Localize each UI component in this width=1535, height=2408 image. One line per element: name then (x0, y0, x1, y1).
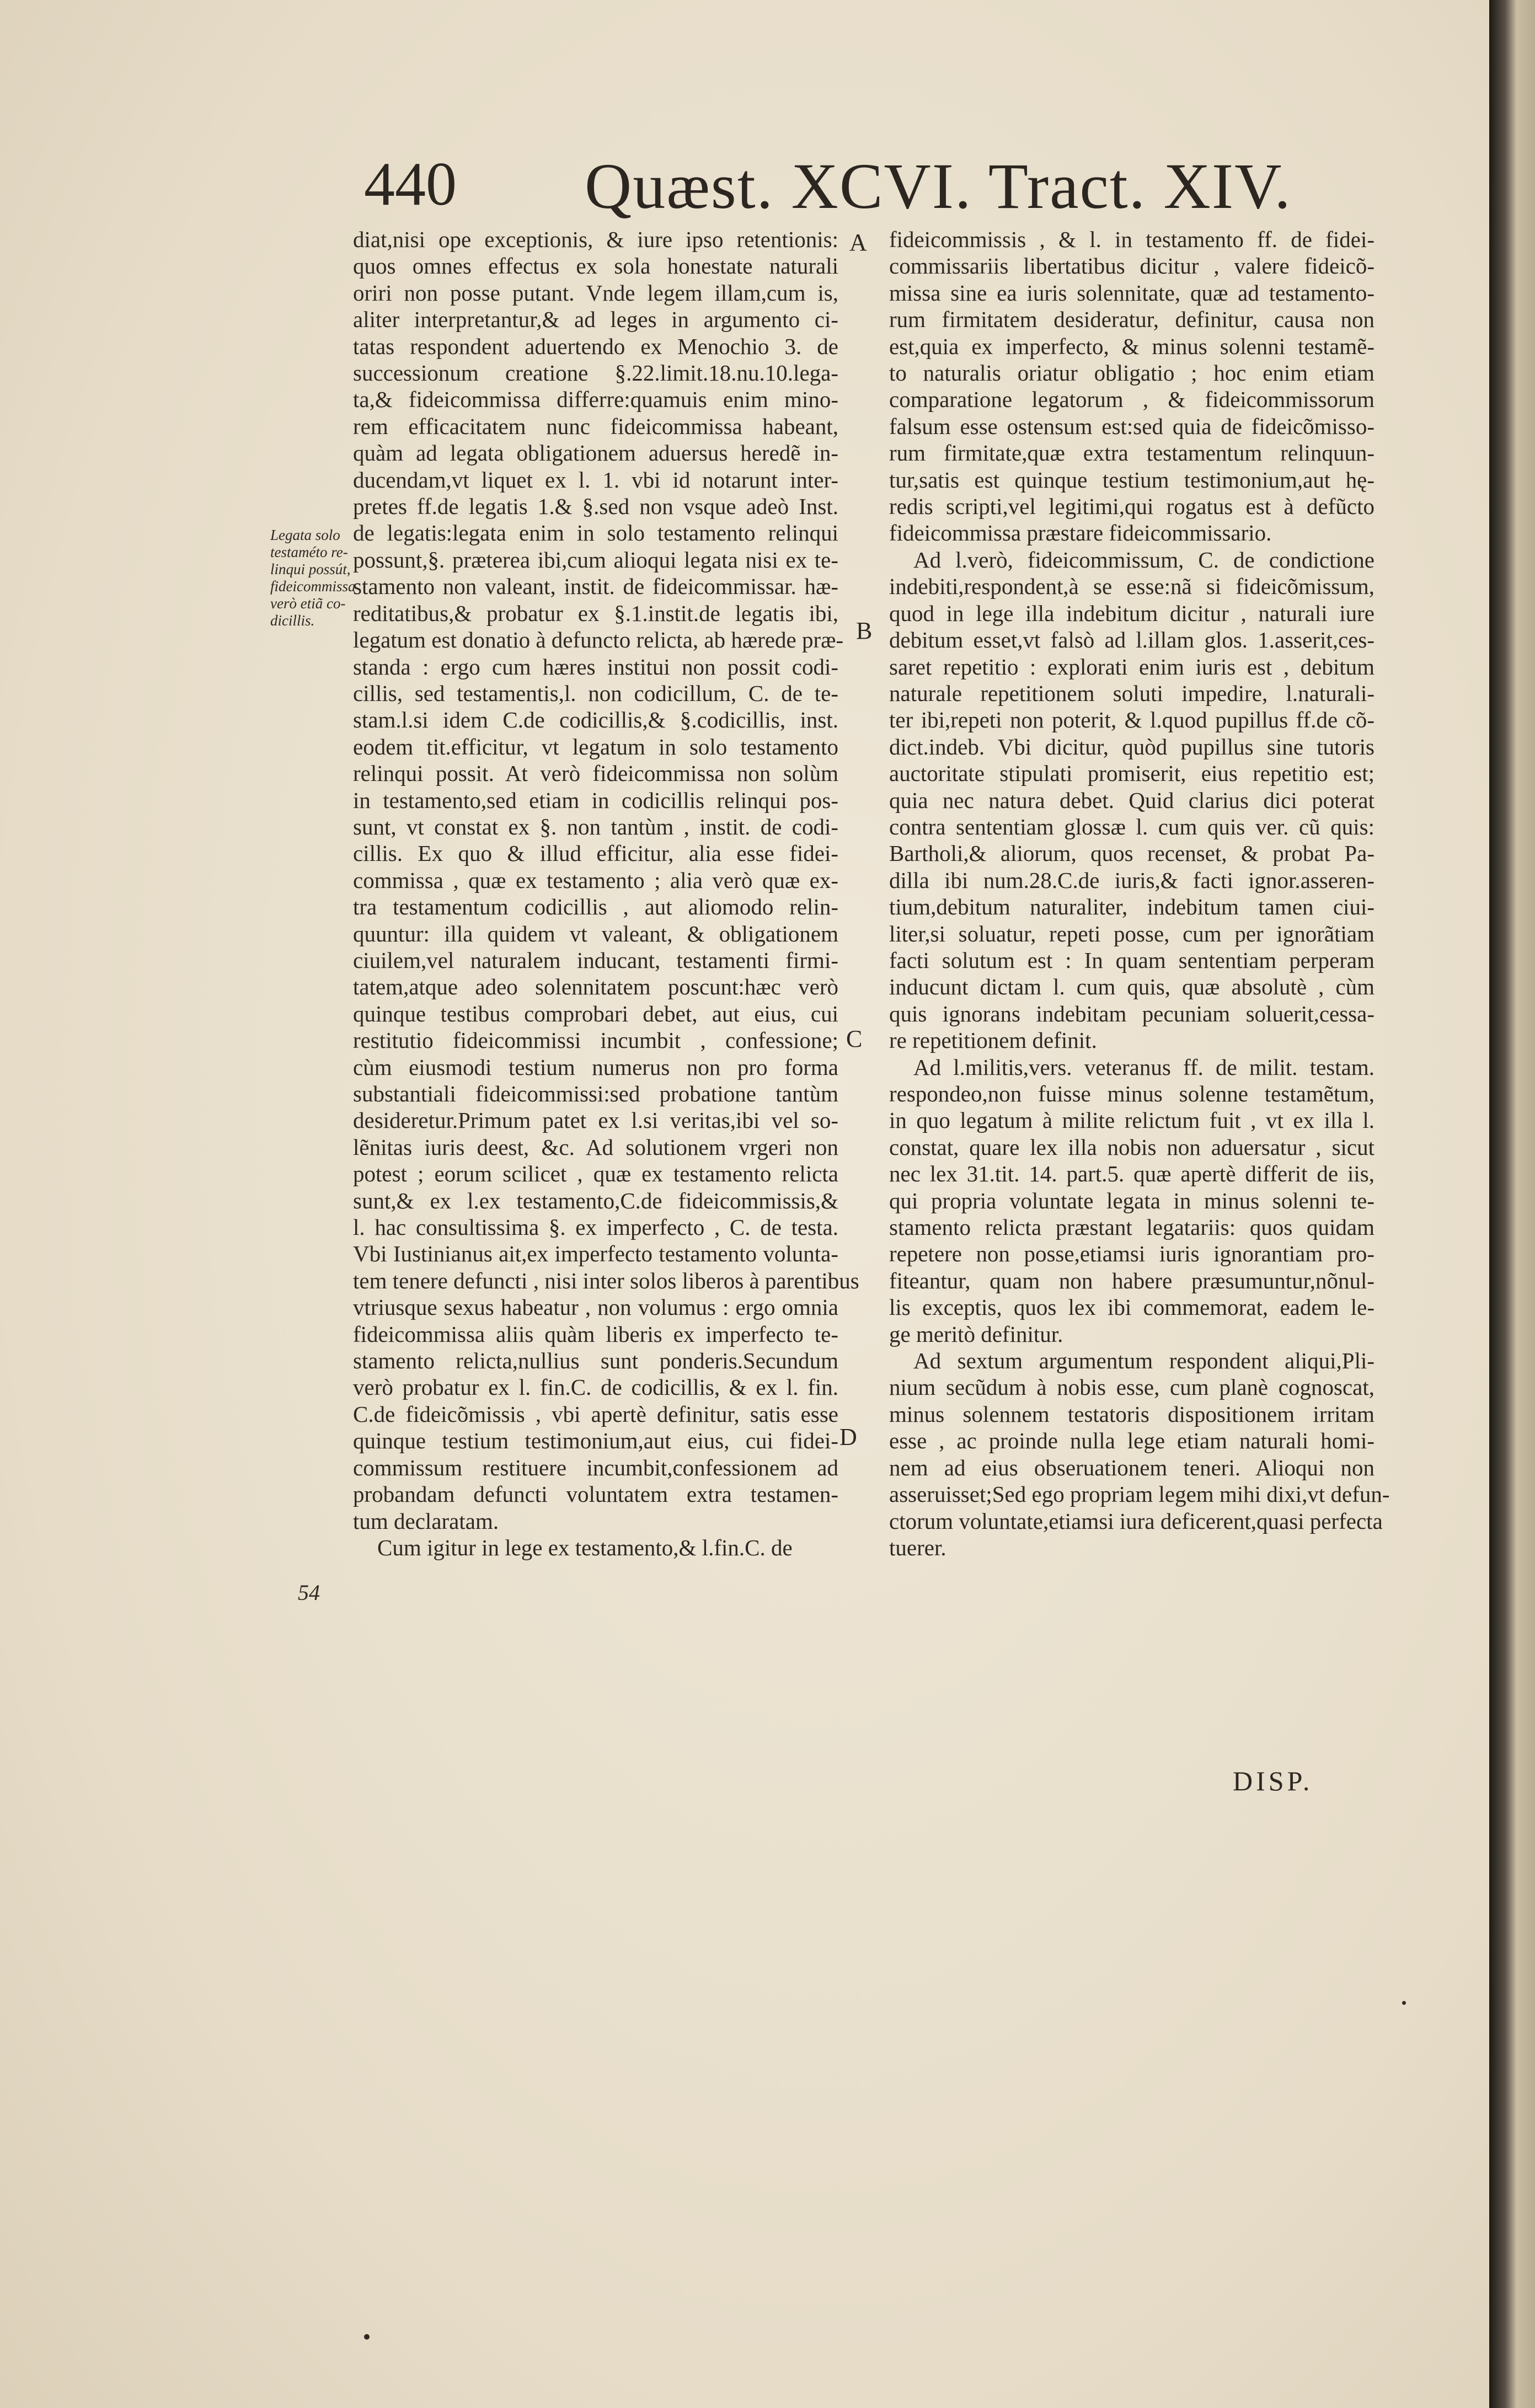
text-line: l. hac consultissima §. ex imperfecto , C. de testa. (353, 1214, 838, 1240)
text-line: quuntur: illa quidem vt valeant, & obligationem (353, 921, 838, 946)
text-line: asseruisset;Sed ego propriam legem mihi dixi,vt defun- (889, 1481, 1390, 1507)
text-line: tium,debitum naturaliter, indebitum tamen ciui- (889, 894, 1374, 920)
text-line: de legatis:legata enim in solo testamento relinqui (353, 520, 838, 546)
text-line: tem tenere defuncti , nisi inter solos liberos à parentibus (353, 1267, 859, 1293)
section-marker-a: A (849, 229, 867, 256)
text-line: ciuilem,vel naturalem inducant, testamenti firmi- (353, 947, 838, 973)
text-line: respondeo,non fuisse minus solenne testamẽtum, (889, 1081, 1374, 1106)
text-line: to naturalis oriatur obligatio ; hoc enim etiam (889, 360, 1374, 386)
text-line: cillis, sed testamentis,l. non codicillum, C. de te- (353, 680, 838, 706)
text-line: tum declaratam. (353, 1508, 499, 1534)
text-line: facti solutum est : In quam sententiam perperam (889, 947, 1374, 973)
paragraph (889, 226, 1374, 547)
text-line: fideicommissa præstare fideicommissario. (889, 520, 1272, 546)
text-line: ducendam,vt liquet ex l. 1. vbi id notarunt inter- (353, 467, 838, 493)
text-line: in quo legatum à milite relictum fuit , vt ex illa l. (889, 1107, 1374, 1133)
text-line: commissariis libertatibus dicitur , valere fideicõ- (889, 253, 1374, 279)
text-line: lis exceptis, quos lex ibi commemorat, eadem le- (889, 1294, 1374, 1320)
margin-note-line: verò etiã co- (270, 595, 346, 612)
text-line: desideretur.Primum patet ex l.si veritas,ibi vel so- (353, 1107, 838, 1133)
paragraph (353, 226, 859, 1534)
text-line: restitutio fideicommissi incumbit , confessione; (353, 1028, 838, 1053)
text-line: reditatibus,& probatur ex §.1.instit.de legatis ibi, (353, 600, 838, 626)
text-line: rem efficacitatem nunc fideicommissa habeant, (353, 413, 838, 439)
text-line: commissum restituere incumbit,confessionem ad (353, 1454, 838, 1480)
text-line: contra sententiam glossæ l. cum quis ver. cũ quis: (889, 814, 1374, 839)
text-line: qui propria voluntate legata in minus solenni te- (889, 1187, 1374, 1213)
text-line: quinque testium testimonium,aut eius, cui fidei- (353, 1428, 838, 1454)
text-line: Ad sextum argumentum respondent aliqui,Pli- (913, 1348, 1374, 1374)
text-line: aliter interpretantur,& ad leges in argumento ci- (353, 307, 838, 333)
section-marker-c: C (846, 1025, 863, 1052)
text-line: minus solennem testatoris dispositionem irritam (889, 1401, 1374, 1427)
section-marker-d: D (839, 1424, 857, 1451)
text-line: auctoritate stipulati promiserit, eius repetitio est; (889, 761, 1374, 786)
text-line: nem ad eius obseruationem teneri. Alioqui non (889, 1454, 1374, 1480)
ink-speck (1402, 2001, 1406, 2005)
text-line: quod in lege illa indebitum dicitur , naturali iure (889, 600, 1374, 626)
signature-mark: 54 (298, 1580, 320, 1605)
text-line: inducunt dictam l. cum quis, quæ absolutè , cùm (889, 974, 1374, 1000)
margin-note-line: testaméto re- (270, 544, 348, 560)
text-line: stamento non valeant, instit. de fideicommissar. hæ- (353, 574, 838, 600)
text-line: sunt, vt constat ex §. non tantùm , instit. de codi- (353, 814, 838, 839)
text-line: legatum est donatio à defuncto relicta, ab hærede præ- (353, 627, 844, 653)
text-line: Ad l.militis,vers. veteranus ff. de milit. testam. (913, 1054, 1374, 1080)
text-line: ctorum voluntate,etiamsi iura deficerent,quasi perfecta (889, 1508, 1383, 1534)
text-line: constat, quare lex illa nobis non aduersatur , sicut (889, 1134, 1374, 1160)
text-line: successionum creatione §.22.limit.18.nu.10.lega- (353, 360, 838, 386)
text-line: re repetitionem definit. (889, 1028, 1097, 1053)
text-line: eodem tit.efficitur, vt legatum in solo testamento (353, 734, 838, 759)
text-line: potest ; eorum scilicet , quæ ex testamento relicta (353, 1161, 838, 1187)
text-line: diat,nisi ope exceptionis, & iure ipso retentionis: (353, 227, 838, 252)
paragraph (889, 1054, 1374, 1347)
text-line: cillis. Ex quo & illud efficitur, alia esse fidei- (353, 841, 838, 866)
text-line: rum firmitate,quæ extra testamentum relinquun- (889, 440, 1374, 466)
text-line: redis scripti,vel legitimi,qui rogatus est à defũcto (889, 494, 1374, 520)
text-line: relinqui possit. At verò fideicommissa non solùm (353, 761, 838, 786)
text-line: commissa , quæ ex testamento ; alia verò quæ ex- (353, 867, 838, 893)
text-line: comparatione legatorum , & fideicommissorum (889, 387, 1374, 413)
paragraph (889, 547, 1374, 1054)
text-line: standa : ergo cum hæres institui non possit codi- (353, 654, 838, 679)
running-head: Quæst. XCVI. Tract. XIV. (585, 150, 1292, 222)
text-line: missa sine ea iuris solennitate, quæ ad testamento- (889, 280, 1374, 306)
text-line: Ad l.verò, fideicommissum, C. de condictione (913, 547, 1374, 572)
text-line: fiteantur, quam non habere præsumuntur,nõnul- (889, 1267, 1374, 1293)
margin-note-line: Legata solo (270, 527, 340, 543)
text-line: esse , ac proinde nulla lege etiam naturali homi- (889, 1428, 1374, 1454)
text-line: ge meritò definitur. (889, 1321, 1063, 1347)
text-line: tur,satis est quinque testium testimonium,aut hę- (889, 467, 1374, 493)
text-line: in testamento,sed etiam in codicillis relinqui pos- (353, 787, 838, 813)
catchword: DISP. (1233, 1765, 1313, 1796)
text-line: nec lex 31.tit. 14. part.5. quæ apertè differit de iis, (889, 1161, 1374, 1187)
text-line: fideicommissa aliis quàm liberis ex imperfecto te- (353, 1321, 838, 1347)
text-line: stamento relicta præstant legatariis: quos quidam (889, 1214, 1374, 1240)
text-line: falsum esse ostensum est:sed quia de fideicõmisso- (889, 413, 1374, 439)
text-line: cùm eiusmodi testium numerus non pro forma (353, 1054, 838, 1080)
text-line: ter ibi,repeti non poterit, & l.quod pupillus ff.de cõ- (889, 707, 1374, 733)
text-line: pretes ff.de legatis 1.& §.sed non vsque adeò Inst. (353, 494, 838, 520)
section-marker-b: B (856, 617, 873, 644)
text-line: stamento relicta,nullius sunt ponderis.Secundum (353, 1348, 838, 1374)
text-line: dict.indeb. Vbi dicitur, quòd pupillus sine tutoris (889, 734, 1374, 759)
page-header (364, 149, 1357, 221)
text-line: est,quia ex imperfecto, & minus solenni testamẽ- (889, 333, 1374, 359)
text-line: repetere non posse,etiamsi iuris ignorantiam pro- (889, 1241, 1374, 1267)
paragraph (353, 1534, 838, 1561)
page-number: 440 (364, 150, 457, 218)
text-line: ta,& fideicommissa differre:quamuis enim mino- (353, 387, 838, 413)
text-line: Vbi Iustinianus ait,ex imperfecto testamento volunta- (353, 1241, 838, 1267)
text-line: Cum igitur in lege ex testamento,& l.fin.C. de (377, 1534, 793, 1560)
text-line: fideicommissis , & l. in testamento ff. de fidei- (889, 227, 1374, 252)
right-column (889, 226, 1390, 1561)
page-edge (1489, 0, 1535, 2408)
text-line: vtriusque sexus habeatur , non volumus : ergo omnia (353, 1294, 838, 1320)
text-line: quis ignorans indebitam pecuniam soluerit,cessa- (889, 1000, 1374, 1026)
text-line: indebiti,respondent,à se esse:nã si fideicõmissum, (889, 574, 1374, 600)
text-line: oriri non posse putant. Vnde legem illam,cum is, (353, 280, 838, 306)
text-line: quia nec natura debet. Quid clarius dici poterat (889, 787, 1374, 813)
text-line: nium secũdum à nobis esse, cum planè cognoscat, (889, 1374, 1374, 1400)
paragraph (889, 1347, 1390, 1561)
text-line: Bartholi,& aliorum, quos recenset, & probat Pa- (889, 841, 1374, 866)
ink-speck (364, 2334, 370, 2340)
text-line: quinque testibus comprobari debet, aut eius, cui (353, 1000, 838, 1026)
text-line: liter,si soluatur, repeti posse, cum per ignorãtiam (889, 921, 1374, 946)
text-line: quàm ad legata obligationem aduersus heredẽ in- (353, 440, 838, 466)
text-line: C.de fideicõmissis , vbi apertè definitur, satis esse (353, 1401, 838, 1427)
margin-note-line: dicillis. (270, 612, 315, 629)
text-line: substantiali fideicommissi:sed probatione tantùm (353, 1081, 838, 1106)
margin-note (270, 527, 359, 629)
margin-note-line: linqui possút, (270, 561, 351, 577)
text-line: rum firmitatem desideratur, definitur, causa non (889, 307, 1374, 333)
text-line: quos omnes effectus ex sola honestate naturali (353, 253, 838, 279)
text-line: verò probatur ex l. fin.C. de codicillis, & ex l. fin. (353, 1374, 838, 1400)
text-line: tuerer. (889, 1534, 946, 1560)
text-line: probandam defuncti voluntatem extra testamen- (353, 1481, 838, 1507)
text-line: possunt,§. præterea ibi,cum alioqui legata nisi ex te- (353, 547, 838, 572)
margin-note-line: fideicommissa (270, 578, 356, 595)
text-line: saret repetitio : explorati enim iuris est , debitum (889, 654, 1374, 679)
text-line: tatem,atque adeo solennitatem poscunt:hæc verò (353, 974, 838, 1000)
text-line: tra testamentum codicillis , aut aliomodo relin- (353, 894, 838, 920)
text-line: tatas respondent aduertendo ex Menochio 3. de (353, 333, 838, 359)
text-line: dilla ibi num.28.C.de iuris,& facti ignor.asseren- (889, 867, 1374, 893)
text-line: sunt,& ex l.ex testamento,C.de fideicommissis,& (353, 1187, 838, 1213)
left-column (353, 226, 859, 1561)
text-line: lẽnitas iuris deest, &c. Ad solutionem vrgeri non (353, 1134, 838, 1160)
text-line: debitum esset,vt falsò ad l.illam glos. 1.asserit,ces- (889, 627, 1374, 653)
text-line: stam.l.si idem C.de codicillis,& §.codicillis, inst. (353, 707, 838, 733)
text-line: naturale repetitionem soluti impedire, l.naturali- (889, 680, 1374, 706)
